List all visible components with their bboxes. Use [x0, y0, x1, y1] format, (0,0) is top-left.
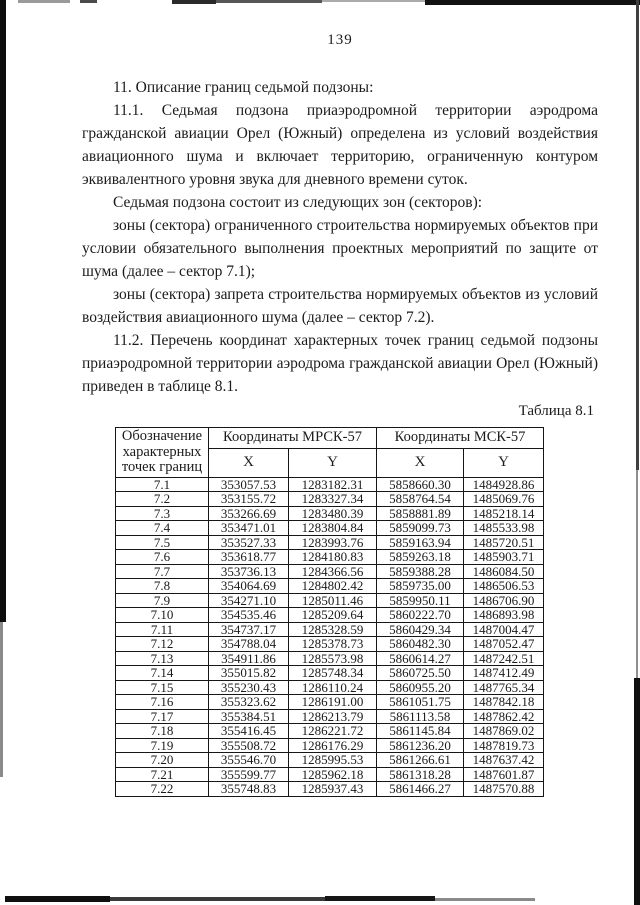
- coordinate-cell: 1484928.86: [464, 477, 544, 492]
- point-id-cell: 7.8: [116, 579, 209, 594]
- coordinate-cell: 5861113.58: [377, 709, 464, 724]
- coordinate-cell: 353527.33: [209, 535, 289, 550]
- table-row: [116, 782, 544, 797]
- paragraph-11-2: 11.2. Перечень координат характерных точек границ седьмой подзоны приаэродромной территории аэродрома гражданской авиации Орел (Южный) приведен в таблице 8.1.: [82, 332, 598, 395]
- point-id-cell: 7.12: [116, 637, 209, 652]
- text-block: [82, 76, 598, 797]
- scan-artifact-bottom-bar: [110, 897, 325, 901]
- point-id-cell: 7.7: [116, 564, 209, 579]
- coordinate-cell: 353618.77: [209, 550, 289, 565]
- coordinate-cell: 1285937.43: [289, 782, 377, 797]
- coordinate-cell: 1487052.47: [464, 637, 544, 652]
- coordinate-cell: 355748.83: [209, 782, 289, 797]
- coordinate-cell: 1487842.18: [464, 695, 544, 710]
- point-id-cell: 7.4: [116, 521, 209, 536]
- scan-artifact-top-dash: [172, 0, 216, 4]
- table-caption: Таблица 8.1: [518, 403, 594, 419]
- coordinate-cell: 1487601.87: [464, 767, 544, 782]
- coordinate-cell: 1485533.98: [464, 521, 544, 536]
- coordinate-cell: 1486084.50: [464, 564, 544, 579]
- coordinate-cell: 1485069.76: [464, 492, 544, 507]
- coordinate-cell: 1284366.56: [289, 564, 377, 579]
- paragraph-sector-7-2: зоны (сектора) запрета строительства нормируемых объектов из условий воздействия авиационного шума (далее – сектор 7.2).: [82, 286, 598, 326]
- table-row: [116, 506, 544, 521]
- coordinate-cell: 1283993.76: [289, 535, 377, 550]
- coordinate-cell: 1485218.14: [464, 506, 544, 521]
- coordinate-cell: 355323.62: [209, 695, 289, 710]
- scan-artifact-top-dash: [18, 0, 70, 3]
- table-row: [116, 637, 544, 652]
- point-id-cell: 7.17: [116, 709, 209, 724]
- point-id-cell: 7.10: [116, 608, 209, 623]
- coordinate-cell: 1286110.24: [289, 680, 377, 695]
- table-row: [116, 680, 544, 695]
- coordinate-cell: 1487412.49: [464, 666, 544, 681]
- coordinate-cell: 1486893.98: [464, 608, 544, 623]
- scan-artifact-top-dash: [216, 0, 322, 3]
- coordinate-cell: 1284180.83: [289, 550, 377, 565]
- coordinate-cell: 5861145.84: [377, 724, 464, 739]
- coordinate-cell: 1285573.98: [289, 651, 377, 666]
- coordinate-cell: 353155.72: [209, 492, 289, 507]
- coordinate-cell: 1285378.73: [289, 637, 377, 652]
- scan-artifact-bottom-bar: [435, 898, 535, 901]
- coordinate-cell: 5859388.28: [377, 564, 464, 579]
- coordinate-cell: 1285209.64: [289, 608, 377, 623]
- coordinate-cell: 354535.46: [209, 608, 289, 623]
- point-id-cell: 7.13: [116, 651, 209, 666]
- coordinate-cell: 353736.13: [209, 564, 289, 579]
- coordinate-cell: 1485720.51: [464, 535, 544, 550]
- table-row: [116, 666, 544, 681]
- coordinate-cell: 5861318.28: [377, 767, 464, 782]
- scan-artifact-bottom-bar: [325, 896, 435, 901]
- coordinate-cell: 5859263.18: [377, 550, 464, 565]
- coordinate-cell: 5860725.50: [377, 666, 464, 681]
- table-row: [116, 767, 544, 782]
- point-id-cell: 7.6: [116, 550, 209, 565]
- header-mrsk-x: X: [209, 448, 289, 477]
- scan-artifact-right-bar: [634, 678, 640, 905]
- coordinate-cell: 1285962.18: [289, 767, 377, 782]
- coordinate-cell: 1286191.00: [289, 695, 377, 710]
- coordinate-cell: 1283327.34: [289, 492, 377, 507]
- point-id-cell: 7.14: [116, 666, 209, 681]
- coordinate-cell: 1485903.71: [464, 550, 544, 565]
- table-body: [116, 477, 544, 796]
- coordinate-cell: 1486706.90: [464, 593, 544, 608]
- header-group-mrsk57: Координаты МРСК-57: [209, 428, 377, 449]
- table-header: [116, 428, 544, 478]
- coordinate-cell: 5858881.89: [377, 506, 464, 521]
- coordinate-cell: 1487869.02: [464, 724, 544, 739]
- scan-artifact-bottom-bar: [5, 896, 110, 902]
- coordinate-cell: 5859950.11: [377, 593, 464, 608]
- coordinate-cell: 1285011.46: [289, 593, 377, 608]
- point-id-cell: 7.9: [116, 593, 209, 608]
- coordinate-cell: 1487004.47: [464, 622, 544, 637]
- coordinate-cell: 5860955.20: [377, 680, 464, 695]
- point-id-cell: 7.5: [116, 535, 209, 550]
- coordinate-cell: 1486506.53: [464, 579, 544, 594]
- point-id-cell: 7.3: [116, 506, 209, 521]
- coordinate-cell: 1285995.53: [289, 753, 377, 768]
- table-row: [116, 492, 544, 507]
- table-row: [116, 753, 544, 768]
- coordinate-cell: 5859163.94: [377, 535, 464, 550]
- coordinate-cell: 1487862.42: [464, 709, 544, 724]
- coordinate-cell: 1283480.39: [289, 506, 377, 521]
- coordinates-table: [115, 427, 544, 797]
- table-row: [116, 622, 544, 637]
- table-row: [116, 477, 544, 492]
- coordinate-cell: 1487765.34: [464, 680, 544, 695]
- scan-artifact-top-dash: [80, 0, 97, 3]
- coordinate-cell: 1487637.42: [464, 753, 544, 768]
- table-row: [116, 709, 544, 724]
- coordinate-cell: 355416.45: [209, 724, 289, 739]
- coordinate-cell: 1487819.73: [464, 738, 544, 753]
- table-row: [116, 564, 544, 579]
- header-msk-y: Y: [464, 448, 544, 477]
- coordinate-cell: 355230.43: [209, 680, 289, 695]
- table-row: [116, 695, 544, 710]
- scan-artifact-top-bar: [425, 0, 640, 5]
- paragraph-sector-7-1: зоны (сектора) ограниченного строительства нормируемых объектов при условии обязательного выполнения проектных мероприятий по защите от шума (далее – сектор 7.1);: [82, 217, 598, 280]
- table-row: [116, 535, 544, 550]
- point-id-cell: 7.2: [116, 492, 209, 507]
- header-msk-x: X: [377, 448, 464, 477]
- coordinate-cell: 5859099.73: [377, 521, 464, 536]
- coordinate-cell: 1286221.72: [289, 724, 377, 739]
- header-mrsk-y: Y: [289, 448, 377, 477]
- point-id-cell: 7.22: [116, 782, 209, 797]
- table-row: [116, 550, 544, 565]
- coordinate-cell: 354911.86: [209, 651, 289, 666]
- coordinate-cell: 1286176.29: [289, 738, 377, 753]
- coordinate-cell: 5860222.70: [377, 608, 464, 623]
- coordinate-cell: 353471.01: [209, 521, 289, 536]
- table-row: [116, 608, 544, 623]
- page-number: 139: [327, 32, 353, 48]
- point-id-cell: 7.16: [116, 695, 209, 710]
- coordinate-cell: 5858660.30: [377, 477, 464, 492]
- coordinate-cell: 5858764.54: [377, 492, 464, 507]
- coordinate-cell: 355508.72: [209, 738, 289, 753]
- coordinate-cell: 353057.53: [209, 477, 289, 492]
- point-id-cell: 7.11: [116, 622, 209, 637]
- table-row: [116, 651, 544, 666]
- point-id-cell: 7.21: [116, 767, 209, 782]
- point-id-cell: 7.1: [116, 477, 209, 492]
- coordinate-cell: 5860482.30: [377, 637, 464, 652]
- coordinate-cell: 354788.04: [209, 637, 289, 652]
- table-row: [116, 579, 544, 594]
- coordinate-cell: 355599.77: [209, 767, 289, 782]
- coordinate-cell: 355384.51: [209, 709, 289, 724]
- coordinate-cell: 355015.82: [209, 666, 289, 681]
- table-row: [116, 724, 544, 739]
- coordinate-cell: 5861266.61: [377, 753, 464, 768]
- coordinate-cell: 354737.17: [209, 622, 289, 637]
- coordinate-cell: 5861051.75: [377, 695, 464, 710]
- table-row: [116, 593, 544, 608]
- coordinate-cell: 1285748.34: [289, 666, 377, 681]
- point-id-cell: 7.18: [116, 724, 209, 739]
- scan-artifact-right-line: [636, 0, 639, 470]
- coordinate-cell: 355546.70: [209, 753, 289, 768]
- coordinate-cell: 5859735.00: [377, 579, 464, 594]
- coordinate-cell: 1283182.31: [289, 477, 377, 492]
- coordinate-cell: 1286213.79: [289, 709, 377, 724]
- coordinate-cell: 1284802.42: [289, 579, 377, 594]
- coordinate-cell: 5860429.34: [377, 622, 464, 637]
- point-id-cell: 7.15: [116, 680, 209, 695]
- coordinate-cell: 354271.10: [209, 593, 289, 608]
- coordinate-cell: 1283804.84: [289, 521, 377, 536]
- coordinate-cell: 353266.69: [209, 506, 289, 521]
- coordinate-cell: 1487242.51: [464, 651, 544, 666]
- scan-artifact-left-line: [0, 622, 3, 777]
- paragraph-sectors-intro: Седьмая подзона состоит из следующих зон (секторов):: [113, 194, 483, 211]
- point-id-cell: 7.20: [116, 753, 209, 768]
- header-group-msk57: Координаты МСК-57: [377, 428, 544, 449]
- paragraph-heading-11: 11. Описание границ седьмой подзоны:: [113, 79, 374, 96]
- paragraph-11-1: 11.1. Седьмая подзона приаэродромной территории аэродрома гражданской авиации Орел (Южный) определена из условий воздействия авиационного шума и включает территорию, ограниченную контуром эквивалентного уровня звука для дневного времени суток.: [82, 102, 598, 188]
- coordinate-cell: 5861466.27: [377, 782, 464, 797]
- header-point-designation: Обозначение характерных точек границ: [116, 428, 209, 478]
- coordinate-cell: 354064.69: [209, 579, 289, 594]
- scan-artifact-top-dash: [322, 0, 425, 2]
- coordinate-cell: 5860614.27: [377, 651, 464, 666]
- table-row: [116, 521, 544, 536]
- point-id-cell: 7.19: [116, 738, 209, 753]
- table-row: [116, 738, 544, 753]
- scan-artifact-left-bar: [0, 0, 6, 622]
- coordinate-cell: 1487570.88: [464, 782, 544, 797]
- coordinate-cell: 5861236.20: [377, 738, 464, 753]
- coordinate-cell: 1285328.59: [289, 622, 377, 637]
